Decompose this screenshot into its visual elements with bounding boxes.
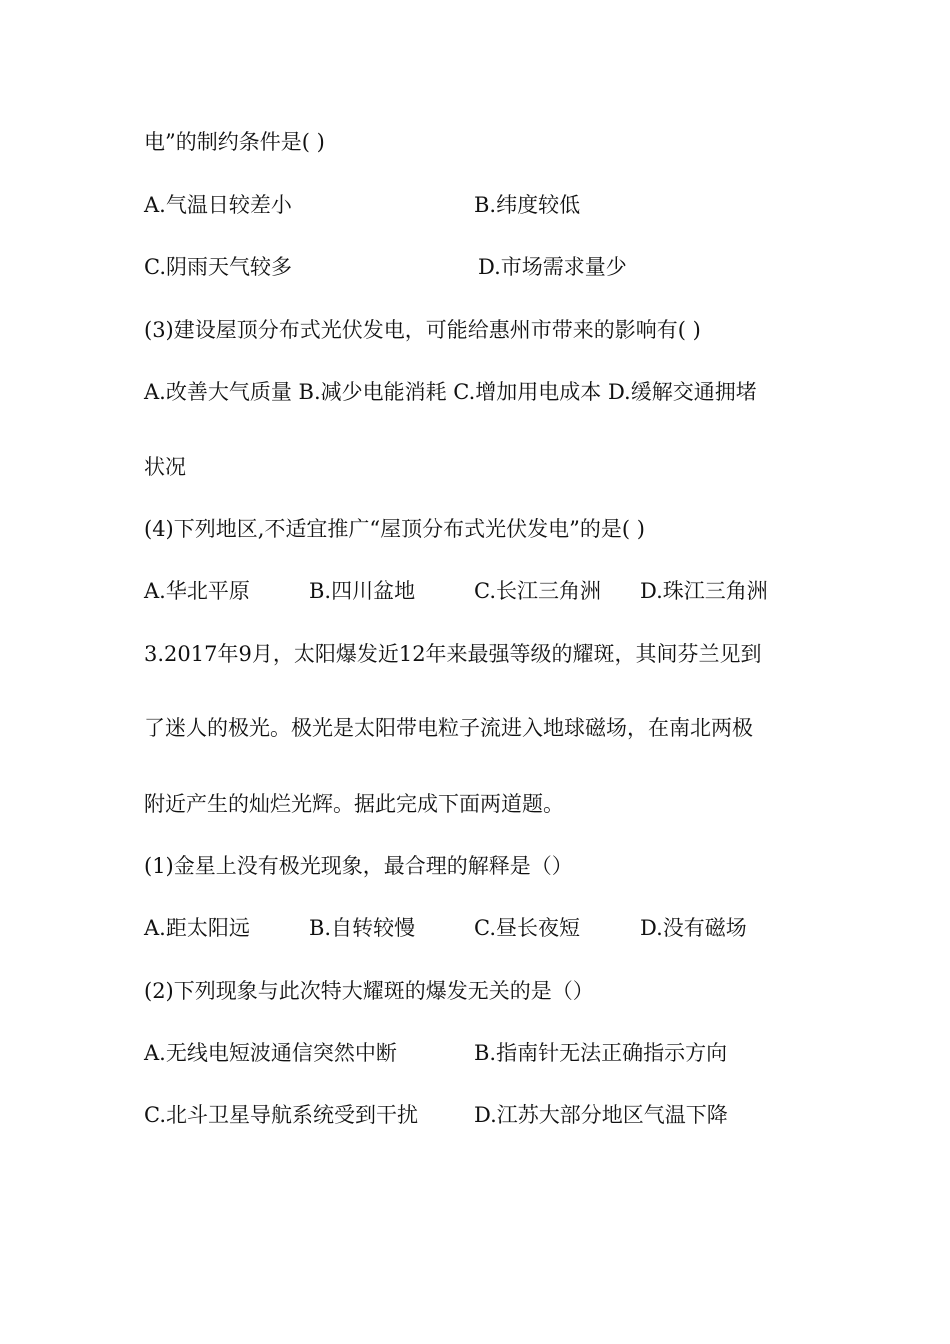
option-b: B.四川盆地 [309, 579, 416, 603]
question-3-sub-1-stem: (1)金星上没有极光现象，最合理的解释是（） [144, 854, 573, 878]
option-d: D.没有磁场 [640, 916, 747, 940]
option-a: A.气温日较差小 [144, 193, 292, 217]
option-c: C.北斗卫星导航系统受到干扰 [144, 1103, 418, 1127]
option-b: B.指南针无法正确指示方向 [474, 1041, 728, 1065]
option-c: C.昼长夜短 [474, 916, 580, 940]
option-d: D.珠江三角洲 [640, 579, 768, 603]
option-d: D.江苏大部分地区气温下降 [474, 1103, 728, 1127]
option-a: A.华北平原 [144, 579, 250, 603]
question-stem-continuation: 电”的制约条件是( ) [144, 130, 325, 154]
question-3-intro-line-1: 3.2017年9月，太阳爆发近12年来最强等级的耀斑，其间芬兰见到 [144, 642, 762, 666]
option-b: B.纬度较低 [474, 193, 581, 217]
option-d: D.市场需求量少 [478, 255, 627, 279]
subquestion-4-stem: (4)下列地区,不适宜推广“屋顶分布式光伏发电”的是( ) [144, 517, 645, 541]
subquestion-3-options-continuation: 状况 [144, 455, 186, 479]
option-b: B.自转较慢 [309, 916, 416, 940]
option-c: C.阴雨天气较多 [144, 255, 292, 279]
question-3-intro-line-2: 了迷人的极光。极光是太阳带电粒子流进入地球磁场，在南北两极 [144, 716, 753, 740]
option-c: C.长江三角洲 [474, 579, 601, 603]
question-3-sub-2-stem: (2)下列现象与此次特大耀斑的爆发无关的是（） [144, 979, 594, 1003]
option-a: A.距太阳远 [144, 916, 250, 940]
option-a: A.无线电短波通信突然中断 [144, 1041, 397, 1065]
subquestion-3-stem: (3)建设屋顶分布式光伏发电，可能给惠州市带来的影响有( ) [144, 318, 701, 342]
subquestion-3-options: A.改善大气质量 B.减少电能消耗 C.增加用电成本 D.缓解交通拥堵 [144, 380, 757, 404]
question-3-intro-line-3: 附近产生的灿烂光辉。据此完成下面两道题。 [144, 792, 564, 816]
